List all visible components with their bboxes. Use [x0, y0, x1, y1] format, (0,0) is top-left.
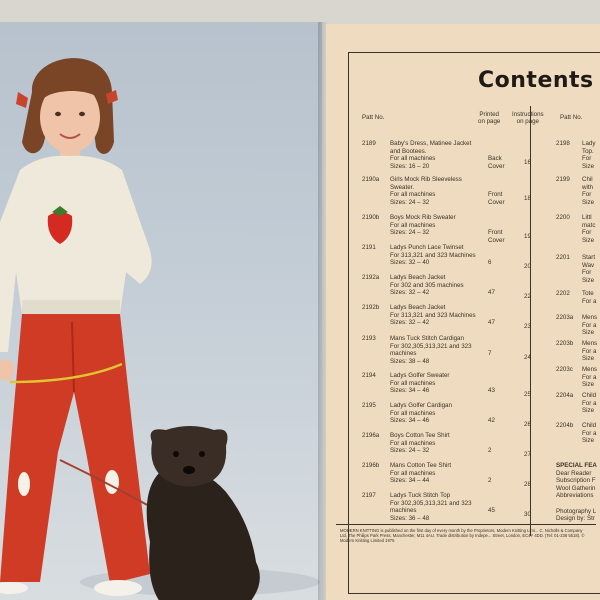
printed-on-page: 43: [488, 387, 495, 394]
contents-page: [326, 24, 600, 600]
pattern-number: 2196a: [362, 432, 380, 439]
instructions-on-page: 26: [524, 421, 531, 428]
pattern-number: 2189: [362, 140, 376, 147]
instructions-on-page: 27: [524, 451, 531, 458]
pattern-description: Mans Tuck Stitch Cardigan For 302,305,313,321 and 323 machines Sizes: 38 – 48: [390, 335, 472, 365]
pattern-description: Girls Mock Rib Sleeveless Sweater. For all machines Sizes: 24 – 32: [390, 176, 462, 206]
printed-on-page: 2: [488, 477, 492, 484]
pattern-description: Chil with For Size: [582, 176, 595, 206]
header-patt-no: Patt No.: [362, 114, 385, 121]
printed-on-page: Front Cover: [488, 229, 505, 244]
pattern-description: Ladys Beach Jacket For 302 and 305 machines Sizes: 32 – 42: [390, 274, 464, 297]
pattern-description: Boys Mock Rib Sweater For all machines Sizes: 24 – 32: [390, 214, 456, 237]
pattern-number: 2203a: [556, 314, 574, 321]
footer-rule: [336, 524, 596, 525]
publisher-footer: MODERN KNITTING is published on the first day of every month by the Proprietors, Modern Knitting Limi... C. Nicholls & Company Ltd, The Philips Park Press, Manchester, M11 4AU. Trade distribution by Indepe... Street, London, EC4Y 4DD. (Tel: 01-236 5518). © Modern Knitting Limited 1975: [340, 528, 585, 543]
pattern-description: Ladys Golfer Cardigan For all machines Sizes: 34 – 46: [390, 402, 452, 425]
pattern-number: 2190a: [362, 176, 380, 183]
photo-page: [0, 22, 322, 600]
special-feature-item: Abbreviations: [556, 492, 594, 500]
printed-on-page: 7: [488, 350, 492, 357]
printed-on-page: Back Cover: [488, 155, 505, 170]
pattern-description: Boys Cotton Tee Shirt For all machines Sizes: 24 – 32: [390, 432, 450, 455]
pattern-description: Mens For a Size: [582, 340, 598, 363]
pattern-number: 2199: [556, 176, 570, 183]
pattern-number: 2193: [362, 335, 376, 342]
instructions-on-page: 18: [524, 195, 531, 202]
pattern-number: 2191: [362, 244, 376, 251]
pattern-number: 2201: [556, 254, 570, 261]
pattern-description: Tote For a: [582, 290, 597, 305]
instructions-on-page: 23: [524, 323, 531, 330]
contents-title: Contents: [478, 68, 594, 93]
pattern-description: Baby's Dress, Matinee Jacket and Bootees. For all machines Sizes: 16 – 20: [390, 140, 472, 170]
pattern-description: Start Wav For Size: [582, 254, 596, 284]
pattern-number: 2192b: [362, 304, 380, 311]
pattern-description: Ladys Punch Lace Twinset For 313,321 and 323 Machines Sizes: 32 – 40: [390, 244, 476, 267]
instructions-on-page: 16: [524, 159, 531, 166]
special-feature-item: Dear Reader: [556, 469, 592, 477]
pattern-description: Lady Top. For Size: [582, 140, 596, 170]
printed-on-page: Front Cover: [488, 191, 505, 206]
printed-on-page: 2: [488, 447, 492, 454]
printed-on-page: 42: [488, 417, 495, 424]
printed-on-page: 45: [488, 507, 495, 514]
instructions-on-page: 30: [524, 511, 531, 518]
pattern-description: Mens For a Size: [582, 366, 598, 389]
pattern-description: Ladys Tuck Stitch Top For 302,305,313,321 and 323 machines Sizes: 36 – 48: [390, 492, 472, 522]
pattern-number: 2198: [556, 140, 570, 147]
pattern-description: Child For a Size: [582, 422, 597, 445]
pattern-number: 2195: [362, 402, 376, 409]
pattern-number: 2200: [556, 214, 570, 221]
hair-bow-left: [16, 92, 28, 108]
pattern-number: 2202: [556, 290, 570, 297]
special-feature-item: Subscription F: [556, 477, 596, 485]
instructions-on-page: 28: [524, 481, 531, 488]
pattern-number: 2194: [362, 372, 376, 379]
printed-on-page: 47: [488, 289, 495, 296]
pattern-number: 2190b: [362, 214, 380, 221]
instructions-on-page: 25: [524, 391, 531, 398]
red-trousers: [0, 314, 150, 584]
special-feature-item: [556, 500, 597, 508]
instructions-on-page: 22: [524, 293, 531, 300]
pattern-number: 2197: [362, 492, 376, 499]
header-instructions-on-page: Instructions on page: [512, 111, 544, 125]
pattern-description: Mens For a Size: [582, 314, 598, 337]
instructions-on-page: 20: [524, 263, 531, 270]
pattern-description: Ladys Golfer Sweater For all machines Sizes: 34 – 46: [390, 372, 450, 395]
special-features-heading: SPECIAL FEA: [556, 462, 597, 469]
toy-dog: [147, 426, 260, 600]
pattern-description: Mans Cotton Tee Shirt For all machines Sizes: 34 – 44: [390, 462, 452, 485]
printed-on-page: 6: [488, 259, 492, 266]
special-features-list: [556, 462, 597, 523]
pattern-number: 2204b: [556, 422, 574, 429]
cover-photo: [0, 22, 322, 600]
pattern-number: 2192a: [362, 274, 380, 281]
pattern-description: Littl matc For Size: [582, 214, 596, 244]
pattern-description: Ladys Beach Jacket For 313,321 and 323 Machines Sizes: 32 – 42: [390, 304, 476, 327]
pattern-number: 2203b: [556, 340, 574, 347]
pattern-description: Child For a Size: [582, 392, 597, 415]
instructions-on-page: 19: [524, 233, 531, 240]
printed-on-page: 47: [488, 319, 495, 326]
pattern-number: 2204a: [556, 392, 574, 399]
pattern-number: 2196b: [362, 462, 380, 469]
instructions-on-page: 24: [524, 354, 531, 361]
pattern-number: 2203c: [556, 366, 573, 373]
special-feature-item: Photography L: [556, 507, 597, 515]
header-printed-on-page: Printed on page: [478, 111, 501, 125]
special-feature-item: Wool Gatherin: [556, 484, 596, 492]
header-patt-no-2: Patt No.: [560, 114, 583, 121]
column-divider: [530, 106, 531, 536]
special-feature-item: Design by: Str: [556, 515, 595, 523]
